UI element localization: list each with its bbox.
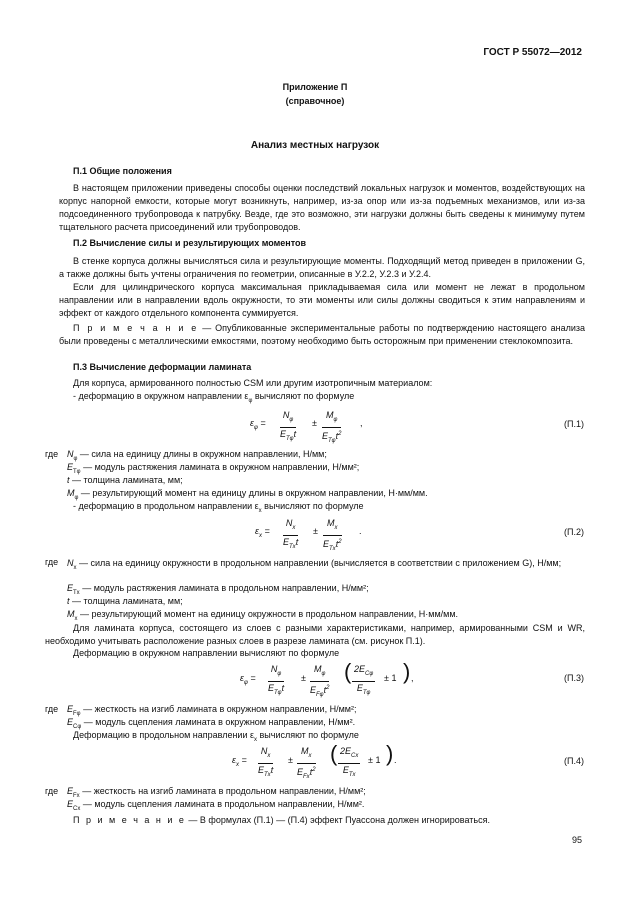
section-3-note [73,815,490,825]
formula-2: $\varepsilon_x$ = $N_x$ $E_{Tx}t$ ± $M_x$ $E_{Tx}t^2$ . [255,518,362,552]
section-1-paragraph: В настоящем приложении приведены способы оценки последствий локальных нагрузок и моментов, воздействующих на корпус напорной емкости, которые могут возникнуть, например, из-за опор или из-за подъемных механизмов, или из-за подсоединенного трубопровода к патрубку. Везде, где это возможно, эти нагрузки должны быть сведены к минимуму путем тщательного расчета присоединений или трубопроводов. [59,183,585,232]
formula-3-lead: Деформацию в окружном направлении вычисляют по формуле [73,648,340,658]
definition-3-0: $E_{F\varphi}$ — жесткость на изгиб ламината в окружном направлении, Н/мм²; [67,704,357,717]
section-3-heading: П.3 Вычисление деформации ламината [73,362,252,372]
formula-1-number: (П.1) [564,419,584,429]
note-label: П р и м е ч а н и е [73,323,199,333]
definition-2-3: $M_x$ — результирующий момент на единицу окружности в продольном направлении, Н·мм/мм. [67,609,459,622]
where-label-3: где [45,704,59,714]
section-2-paragraph-1: В стенке корпуса должны вычисляться сила и результирующие моменты. Подходящий метод приведен в приложении G, а также должны быть учтены ограничения по геометрии, описанные в У.2.2, У.2.3 и У.2.4. [59,256,585,279]
section-2-note [59,322,585,348]
where-label-4: где [45,786,59,796]
formula-1-lead: - деформацию в окружном направлении $\varepsilon_\varphi$ вычисляют по формуле [73,391,355,404]
formula-1: $\varepsilon_\varphi$ = $N_\varphi$ $E_{T\varphi}t$ ± $M_\varphi$ $E_{T\varphi}t^2$ , [250,410,363,444]
standard-header: ГОСТ Р 55072—2012 [483,47,582,58]
definition-1-3: $M_\varphi$ — результирующий момент на единицу длины в окружном направлении, Н·мм/мм. [67,488,428,501]
definition-3-1: $E_{C\varphi}$ — модуль сцепления ламината в окружном направлении, Н/мм². [67,717,356,730]
where-label-2: где [45,557,59,567]
formula-3-number: (П.3) [564,673,584,683]
formula-3: $\varepsilon_\varphi$ = $N_\varphi$ $E_{T\varphi}t$ ± $M_\varphi$ $E_{F\varphi}t^2$ ( $2E_{C\varphi}$ $E_{T\varphi}$ ± 1 ) , [240,659,414,698]
formula-2-lead: - деформацию в продольном направлении $\varepsilon_x$ вычисляют по формуле [73,501,364,514]
page-number: 95 [571,835,582,845]
formula-4-number: (П.4) [564,756,584,766]
appendix-title: Приложение П [282,82,348,92]
formula-2-number: (П.2) [564,527,584,537]
page-title: Анализ местных нагрузок [250,140,380,151]
section-1-heading: П.1 Общие положения [73,166,172,176]
section-2-heading: П.2 Вычисление силы и результирующих моментов [73,238,307,248]
where-label-1: где [45,449,59,459]
formula-4: $\varepsilon_x$ = $N_x$ $E_{Tx}t$ ± $M_x$ $E_{Fx}t^2$ ( $2E_{Cx}$ $E_{Tx}$ ± 1 ) . [232,741,397,780]
note-text: — Опубликованные экспериментальные работы по подтверждению настоящего анализа были проведены с металлическими емкостями, поэтому необходимо быть осторожным при применении стеклокомпозита. [59,323,585,346]
section-2-paragraph-2: Если для цилиндрического корпуса максимальная прикладываемая сила или момент не лежат в продольном направлении или в направлении вдоль окружности, то эти моменты или силы должны сводиться к этим направлениям и эффект от каждого отдельного компонента суммируется. [59,282,585,318]
definition-1-1: $E_{T\varphi}$ — модуль растяжения ламината в окружном направлении, Н/мм²; [67,462,360,475]
appendix-subtitle: (справочное) [285,96,345,106]
definition-4-0: $E_{Fx}$ — жесткость на изгиб ламината в продольном направлении, Н/мм²; [67,786,366,799]
formula-4-lead: Деформацию в продольном направлении $\varepsilon_x$ вычисляют по формуле [73,730,359,743]
laminate-paragraph: Для ламината корпуса, состоящего из слоев с разными характеристиками, например, армированными CSM и WR, необходимо учитывать расположение разных слоев в разрезе ламината (см. рисунок П.1). [45,623,585,646]
definition-1-0: $N_\varphi$ — сила на единицу длины в окружном направлении, Н/мм; [67,449,327,462]
definition-4-1: $E_{Cx}$ — модуль сцепления ламината в продольном направлении, Н/мм². [67,799,365,812]
section-3-intro: Для корпуса, армированного полностью CSM или другим изотропичным материалом: [73,378,433,388]
definition-1-2: t — толщина ламината, мм; [67,475,183,485]
definition-2-2: t — толщина ламината, мм; [67,596,183,606]
note-label: П р и м е ч а н и е [73,815,186,825]
definition-2-0: $N_x$ — сила на единицу окружности в продольном направлении (вычисляется в соответствии с приложением G), Н/мм; [67,558,562,571]
definition-2-1: $E_{Tx}$ — модуль растяжения ламината в продольном направлении, Н/мм²; [67,583,369,596]
note-text: — В формулах (П.1) — (П.4) эффект Пуассона должен игнорироваться. [185,815,490,825]
